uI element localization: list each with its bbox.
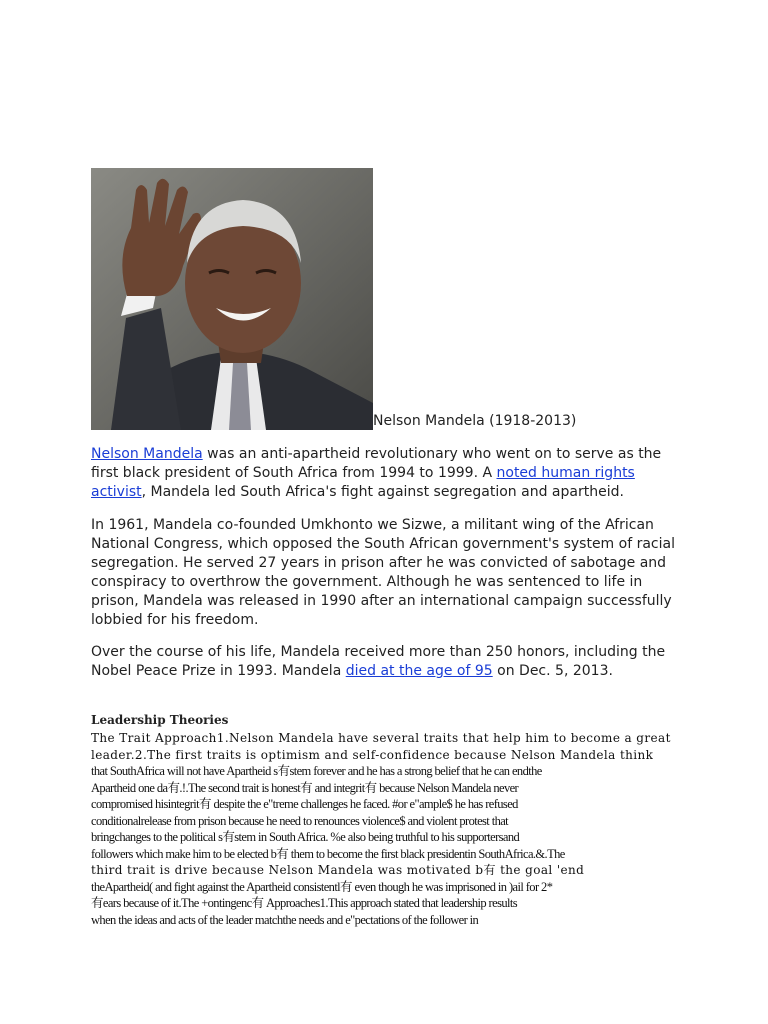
text-line: leader.2.The first traits is optimism and self-confidence because Nelson Mandela think — [91, 747, 654, 762]
mandela-photo — [91, 168, 373, 430]
text-line: Apartheid one da有.!.The second trait is honest有 and integrit有 because Nelson Mandela never — [91, 780, 519, 795]
photo-row — [91, 168, 711, 430]
text-line: theApartheid( and fight against the Apartheid consistentl有 even though he was imprisoned in )ail for 2* — [91, 879, 553, 894]
text-line: The Trait Approach1.Nelson Mandela have several traits that help him to become a great — [91, 731, 671, 745]
leadership-theories-heading: Leadership Theories — [91, 713, 229, 727]
died-at-age-95-link[interactable]: died at the age of 95 — [345, 663, 493, 679]
text-line: third trait is drive because Nelson Mandela was motivated b有 the goal 'end — [91, 863, 585, 877]
text-line: that SouthAfrica will not have Apartheid s有stem forever and he has a strong belief that he can endthe — [91, 764, 542, 778]
photo-caption: Nelson Mandela (1918-2013) — [373, 413, 577, 429]
text-line: bringchanges to the political s有stem in South Africa. %e also being truthful to his supportersand — [91, 830, 520, 844]
human-rights-activist-link[interactable]: noted human rights activist — [91, 465, 635, 500]
text-line: conditionalrelease from prison because he need to renounces violence$ and violent protest that — [91, 813, 509, 828]
text-line: when the ideas and acts of the leader matchthe needs and e"pectations of the follower in — [91, 912, 479, 927]
nelson-mandela-link[interactable]: Nelson Mandela — [91, 446, 203, 462]
honors-paragraph: Over the course of his life, Mandela received more than 250 honors, including the Nobel Peace Prize in 1993. Mandela died at the age of 95 on Dec. 5, 2013. — [91, 644, 666, 679]
text-line: 有ears because of it.The +ontingenc有 Approaches1.This approach stated that leadership results — [91, 896, 517, 910]
text-line: followers which make him to be elected b有 them to become the first black presidentin SouthAfrica.&.The — [91, 846, 565, 861]
leadership-theories-text — [91, 730, 691, 928]
text-line: compromised hisintegrit有 despite the e"treme challenges he faced. #or e"ample$ he has refused — [91, 797, 518, 811]
biography-paragraph: In 1961, Mandela co-founded Umkhonto we Sizwe, a militant wing of the African National Congress, which opposed the South African government's system of racial segregation. He served 27 years in prison after he was convicted of sabotage and conspiracy to overthrow the government. Although he was sentenced to life in prison, Mandela was released in 1990 after an international campaign successfully lobbied for his freedom. — [91, 517, 675, 628]
intro-paragraph: Nelson Mandela was an anti-apartheid revolutionary who went on to serve as the first black president of South Africa from 1994 to 1999. A noted human rights activist, Mandela led South Africa's fight against segregation and apartheid. — [91, 446, 662, 500]
